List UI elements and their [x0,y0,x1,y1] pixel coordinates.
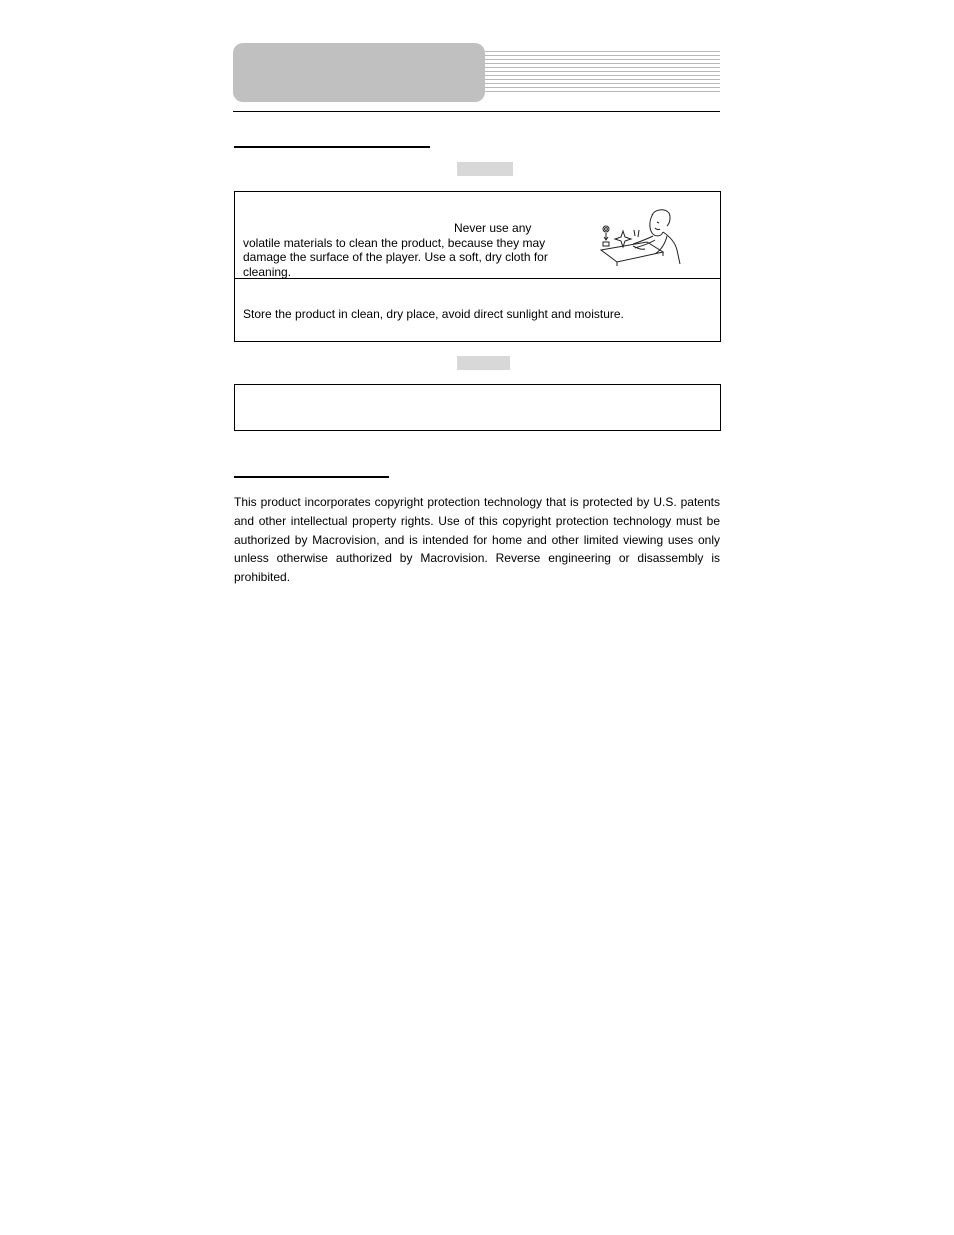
second-label-bar [457,356,510,370]
empty-note-box [234,384,721,431]
storage-instructions: Store the product in clean, dry place, avoid direct sunlight and moisture. [243,307,624,321]
header-decorative-lines [485,51,720,93]
header-tab [233,43,485,102]
copyright-section-heading-rule [234,476,389,478]
care-box [234,191,721,342]
care-label-bar [457,162,513,176]
cleaning-instructions [243,221,573,279]
person-cleaning-illustration-icon [597,206,689,266]
care-section-heading-rule [234,146,430,148]
header-rule [233,111,720,112]
cleaning-line-1: Never use any [454,221,532,235]
copyright-notice: This product incorporates copyright protection technology that is protected by U.S. patents and other intellectual property rights. Use of this copyright protection technology must be authorized by Macrovision, and is intended for home and other limited viewing uses only unless otherwise authorized by Macrovision. Reverse engineering or disassembly is prohibited. [234,495,720,585]
care-box-divider [235,278,720,279]
cleaning-line-rest: volatile materials to clean the product, because they may damage the surface of the player. Use a soft, dry cloth for cleaning. [243,235,548,279]
